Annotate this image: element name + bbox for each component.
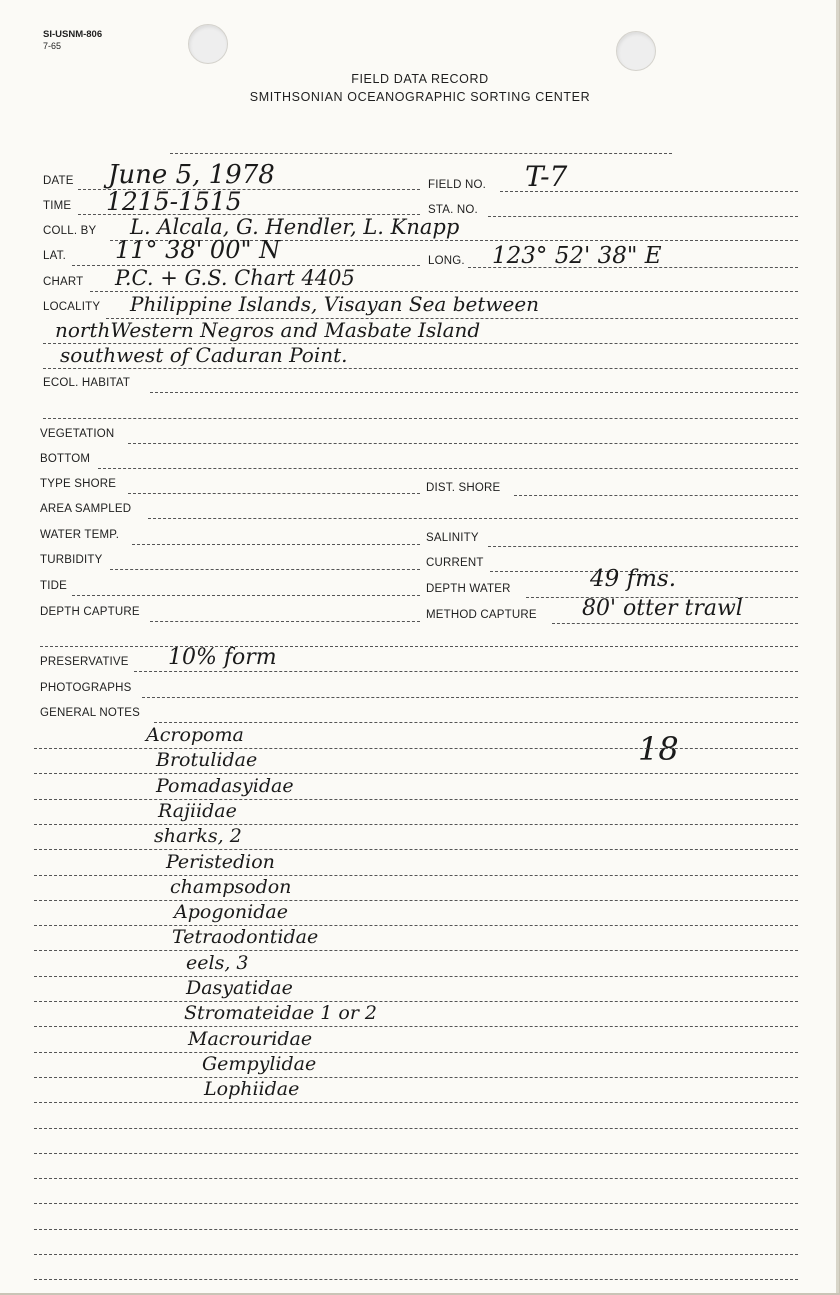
notes-ruled-line xyxy=(34,824,798,825)
notes-ruled-line xyxy=(34,1254,798,1255)
blank-line-1 xyxy=(40,646,798,647)
date-value: June 5, 1978 xyxy=(108,160,275,190)
notes-ruled-line xyxy=(34,1279,798,1280)
header-line xyxy=(170,153,672,154)
method-capture-value: 80' otter trawl xyxy=(582,596,743,621)
type-shore-label: TYPE SHORE xyxy=(40,478,117,490)
notes-ruled-line xyxy=(34,773,798,774)
notes-ruled-line xyxy=(34,976,798,977)
notes-ruled-line xyxy=(34,748,798,749)
notes-ruled-line xyxy=(34,1153,798,1154)
tide-label: TIDE xyxy=(40,580,67,592)
locality-value-line1: Philippine Islands, Visayan Sea between xyxy=(130,292,540,316)
notes-ruled-line xyxy=(34,849,798,850)
note-item: Macrouridae xyxy=(188,1027,313,1050)
dist-shore-line xyxy=(514,495,798,496)
photographs-line xyxy=(142,697,798,698)
depth-capture-label: DEPTH CAPTURE xyxy=(40,606,140,618)
form-date: 7-65 xyxy=(43,41,62,51)
depth-water-label: DEPTH WATER xyxy=(426,583,511,595)
preservative-label: PRESERVATIVE xyxy=(40,656,129,668)
note-item: Apogonidae xyxy=(174,901,288,924)
photographs-label: PHOTOGRAPHS xyxy=(40,682,132,694)
locality-line-3 xyxy=(43,368,798,369)
punch-hole-right xyxy=(616,31,656,71)
notes-ruled-line xyxy=(34,1052,798,1053)
lat-label: LAT. xyxy=(43,250,66,262)
water-temp-label: WATER TEMP. xyxy=(40,529,120,541)
ecol-habitat-line-2 xyxy=(43,418,798,419)
note-item: Brotulidae xyxy=(156,749,258,772)
chart-value: P.C. + G.S. Chart 4405 xyxy=(115,266,355,290)
note-item: Lophiidae xyxy=(204,1078,300,1101)
vegetation-line xyxy=(128,443,798,444)
turbidity-line xyxy=(110,569,420,570)
water-temp-line xyxy=(132,544,420,545)
notes-ruled-line xyxy=(34,1077,798,1078)
notes-ruled-line xyxy=(34,875,798,876)
notes-ruled-line xyxy=(34,925,798,926)
area-sampled-label: AREA SAMPLED xyxy=(40,503,132,515)
salinity-label: SALINITY xyxy=(426,532,479,544)
notes-ruled-line xyxy=(34,900,798,901)
current-label: CURRENT xyxy=(426,557,484,569)
field-no-value: T-7 xyxy=(525,160,568,193)
salinity-line xyxy=(488,546,798,547)
note-item: Dasyatidae xyxy=(186,977,293,999)
note-item: sharks, 2 xyxy=(154,825,242,848)
general-notes-label: GENERAL NOTES xyxy=(40,707,140,719)
sta-no-line xyxy=(488,216,798,217)
note-item: champsodon xyxy=(170,875,292,898)
field-no-label: FIELD NO. xyxy=(428,179,487,191)
locality-label: LOCALITY xyxy=(43,301,101,313)
locality-value-line3: southwest of Caduran Point. xyxy=(60,343,348,367)
form-code: SI-USNM-806 xyxy=(43,29,103,40)
notes-ruled-line xyxy=(34,1026,798,1027)
notes-ruled-line xyxy=(34,1128,798,1129)
coll-by-value: L. Alcala, G. Hendler, L. Knapp xyxy=(130,215,460,239)
time-label: TIME xyxy=(43,200,72,212)
notes-ruled-line xyxy=(34,1001,798,1002)
note-item: Peristedion xyxy=(166,850,275,873)
note-item: Pomadasyidae xyxy=(156,774,294,797)
area-sampled-line xyxy=(148,518,798,519)
bottom-line xyxy=(98,468,798,469)
form-title: FIELD DATA RECORD xyxy=(351,72,489,86)
notes-ruled-line xyxy=(34,1229,798,1230)
coll-by-label: COLL. BY xyxy=(43,225,97,237)
time-value: 1215-1515 xyxy=(106,187,242,216)
punch-hole-left xyxy=(188,24,228,64)
notes-ruled-line xyxy=(34,1102,798,1103)
depth-water-value: 49 fms. xyxy=(590,566,677,592)
preservative-line xyxy=(134,671,798,672)
chart-label: CHART xyxy=(43,276,84,288)
type-shore-line xyxy=(128,493,420,494)
notes-ruled-line xyxy=(34,950,798,951)
notes-ruled-line xyxy=(34,1203,798,1204)
ecol-habitat-label: ECOL. HABITAT xyxy=(43,377,131,389)
form-subtitle: SMITHSONIAN OCEANOGRAPHIC SORTING CENTER xyxy=(249,90,591,104)
note-item: Acropoma xyxy=(146,724,244,746)
turbidity-label: TURBIDITY xyxy=(40,554,103,566)
note-item: Stromateidae 1 or 2 xyxy=(184,1002,378,1025)
method-capture-label: METHOD CAPTURE xyxy=(426,609,537,621)
locality-value-line2: northWestern Negros and Masbate Island xyxy=(55,318,481,342)
ecol-habitat-line xyxy=(150,392,798,393)
bottom-label: BOTTOM xyxy=(40,453,91,465)
preservative-value: 10% form xyxy=(168,645,277,670)
notes-ruled-line xyxy=(34,799,798,800)
method-capture-line xyxy=(552,623,798,624)
notes-ruled-line xyxy=(34,1178,798,1179)
note-item: eels, 3 xyxy=(186,951,249,974)
notes-count-value: 18 xyxy=(638,730,679,768)
sta-no-label: STA. NO. xyxy=(428,204,478,216)
long-label: LONG. xyxy=(428,255,465,267)
date-label: DATE xyxy=(43,175,74,187)
long-value: 123° 52' 38" E xyxy=(492,243,662,269)
tide-line xyxy=(72,595,420,596)
depth-capture-line xyxy=(150,621,420,622)
note-item: Tetraodontidae xyxy=(172,926,319,949)
note-item: Gempylidae xyxy=(202,1052,317,1075)
note-item: Rajiidae xyxy=(158,799,237,822)
lat-value: 11° 38' 00" N xyxy=(115,236,281,264)
vegetation-label: VEGETATION xyxy=(40,428,115,440)
general-notes-line xyxy=(154,722,798,723)
dist-shore-label: DIST. SHORE xyxy=(426,482,501,494)
